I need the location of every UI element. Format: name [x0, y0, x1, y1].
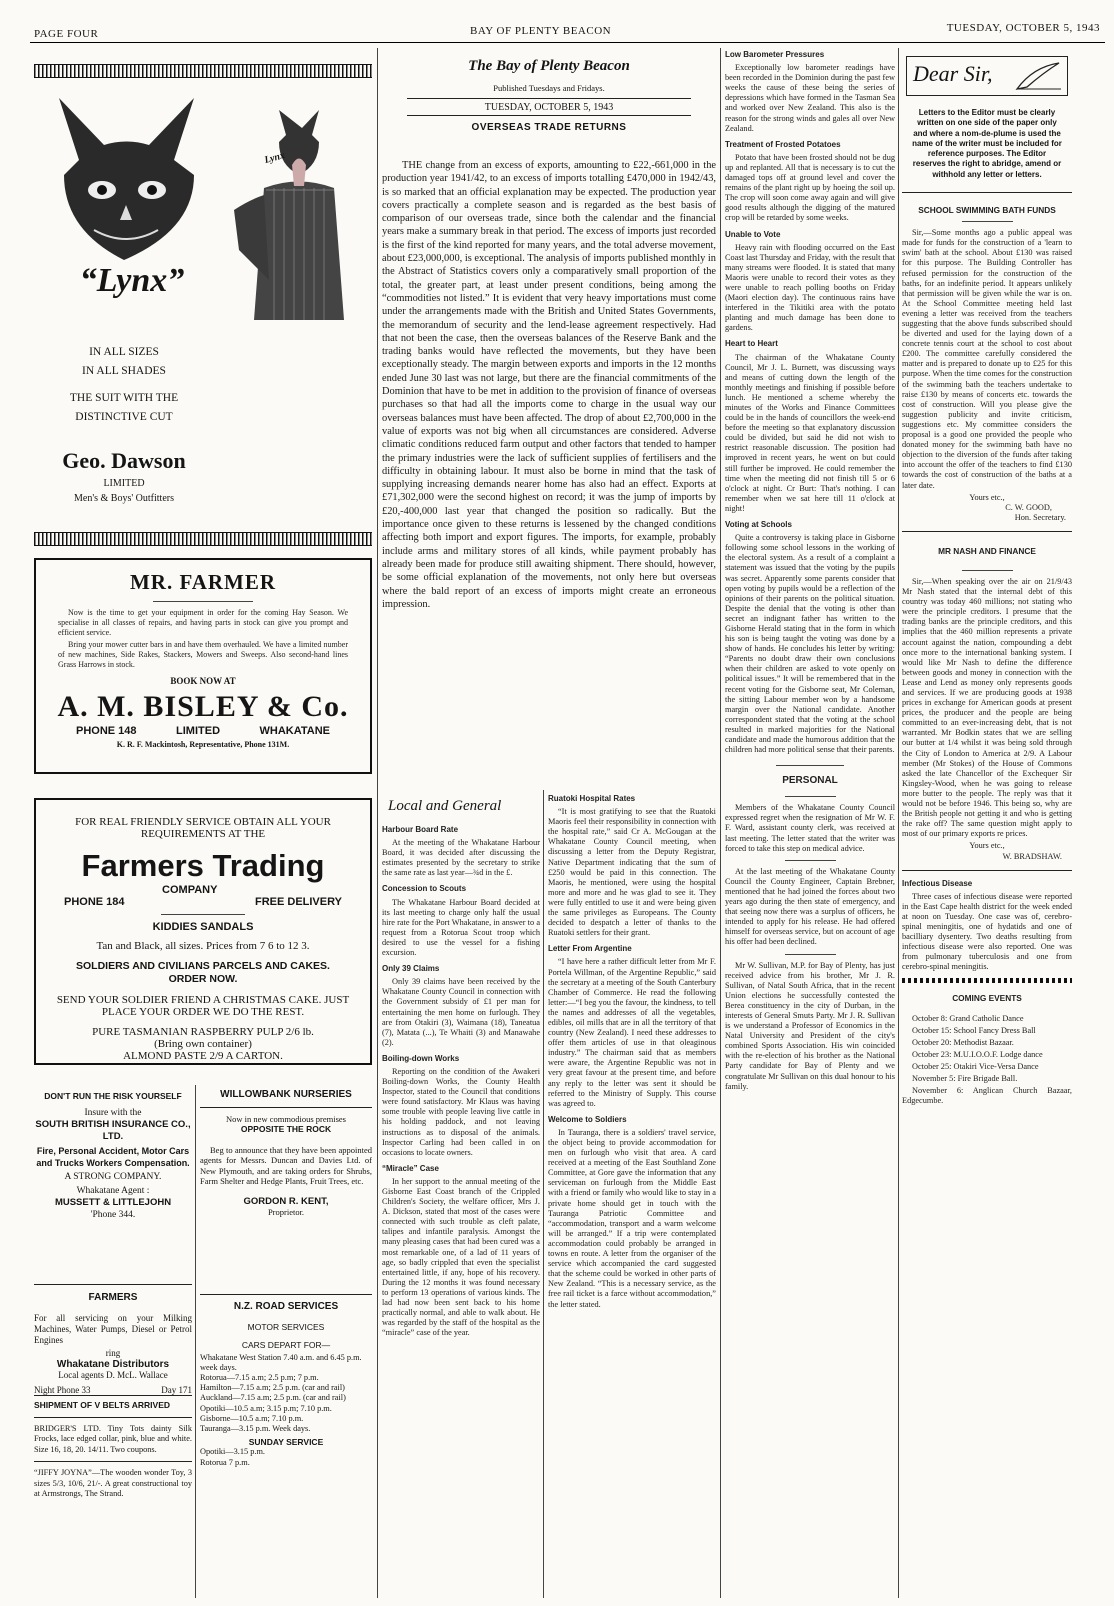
bisley-town: WHAKATANE [259, 725, 330, 737]
rs-title: N.Z. ROAD SERVICES [233, 1302, 339, 1312]
road-services-ad [200, 1302, 372, 1592]
nash-sign-1: Yours etc., [969, 841, 1005, 851]
miracle-text: In her support to the annual meeting of the Gisborne East Coast branch of the Crippled Children's Society, the welfare officer, Mrs J. A. Dickson, stated that most of the cases were connected with such trouble as cleft palate, talipes and infantile paralysis. Amongst the many pleasing cases that had been cured was a most remarkable one, of a lad of 11 years of age, so badly crippled that even the specialist entertained little, if any, hope of his recovery. During the 12 months it was found necessary to perform 13 operations of various kinds. The lad had now been sent back to his home practically normal, and able to walk about. He was regarded by the staff of the hospital as the “miracle” case of the year. [382, 1176, 540, 1338]
boiling-text: Reporting on the condition of the Awakeri Boiling-down Works, the County Health Inspector, stated to the Council that conditions were found satisfactory. Mr Klaus was having some trouble with people leaving live cattle in his holding paddock, and not leaving instructions as to disposal of the animals. Inspector Carling had been called in on occasions to locate owners. [382, 1066, 540, 1157]
editorial-date: TUESDAY, OCTOBER 5, 1943 [484, 102, 614, 113]
rs-time: Whakatane West Station 7.40 a.m. and 6.45 p.m. week days. [200, 1352, 362, 1372]
wb-body: Beg to announce that they have been appointed agents for Messrs. Duncan and Davies Ltd. of New Plymouth, and are taking orders for Shrubs, Farm Shelter and Hedge Plants, Fruit Trees, etc. [200, 1144, 372, 1186]
scouts-heading: Concession to Scouts [382, 884, 467, 894]
cat-head-icon [59, 98, 194, 260]
ft-pulp: PURE TASMANIAN RASPBERRY PULP 2/6 lb. [92, 1026, 314, 1038]
bisley-rep: K. R. F. Mackintosh, Representative, Phone 131M. [116, 740, 290, 749]
letters-notice: Letters to the Editor must be clearly written on one side of the paper only and where a nom-de-plume is used the name of the writer must be included for reference purposes. The Editor reserves the right to abridge, amend or withhold any letter or letters. [912, 108, 1062, 179]
bisley-book: BOOK NOW AT [170, 676, 236, 686]
argentine-text: “I have here a rather difficult letter from Mr F. Portela Willman, of the Argentine Republic,” said the secretary at a meeting of the South Canterbury Chamber of Commerce. He read the following letter:—“I beg you the favour, the kindness, to tell the names and addresses of all the vegetables, edibles, oil mills that are in all the territory of that country (New Zealand). I need these addresses to offer them articles of use in that oleaginous industry.” The chairman said that as members were aware, the Argentine Republic was not in very great favour at the present time, and before any reply to the letter was sent it should be referred to the Ministry of Supply. This course was agreed to. [548, 957, 716, 1108]
claims-text: Only 39 claims have been received by the Whakatane County Council in connection with the Government subsidy of £1 per man for entertaining the men home on furlough. They are from Otakiri (3), Waimana (18), Taneatua (7), Matata (...), Te Whaiti (3) and Manawahe (2). [382, 977, 540, 1047]
ruatoki-heading: Ruatoki Hospital Rates [548, 794, 636, 803]
heart-heading: Heart to Heart [725, 339, 778, 349]
event-item: October 15: School Fancy Dress Ball [912, 1025, 1036, 1035]
personal-text-3: Mr W. Sullivan, M.P. for Bay of Plenty, has just received advice from his brother, Mr J. R. Sullivan, of Natal South Africa, that in the recent Union elections he successfully contested the Berea constituency in the city of Durban, in the interests of General Smuts Party. Mr J. R. Sullivan is we understand a Professor of Economics in the Natal University and President of the city's combined Sports Association. His win coincided with the re-election of his brother as the National Party candidate for Bay of Plenty and we congratulate Mr Sullivan on this dual honour to his family. [725, 960, 895, 1091]
lynx-line-3: THE SUIT WITH THE [69, 392, 179, 404]
rs-sunday-time: Rotorua 7 p.m. [200, 1457, 250, 1467]
swim-sign-2: C. W. GOOD, [1005, 502, 1052, 512]
fs-body: For all servicing on your Milking Machines, Water Pumps, Diesel or Petrol Engines [34, 1313, 192, 1345]
rs-time: Rotorua—7.15 a.m; 2.5 p.m; 7 p.m. [200, 1373, 319, 1383]
lynx-badge: Lynx [263, 149, 287, 166]
soldiers-text: In Tauranga, there is a soldiers' travel service, the object being to provide accommodation for men on furlough who visit that area. A card received at a meeting of the East Southland Zone Committee, at Gore gave the information that any serviceman on furlough from the Middle East with a friend or family who would like to stay in a private home should get in touch with the Tauranga Patriotic Committee and “accommodation, transport and a warm welcome will be arranged.” If a trip were contemplated accommodation could probably be arranged in towns en route. A letter from the organiser of the service which accompanied the card suggested that the scheme could be worked in other parts of New Zealand. “This is a necessary service, as the free rail ticket is a farce without accommodation,” the letter stated. [548, 1127, 716, 1309]
bisley-contact [36, 725, 370, 737]
personal-text-1: Members of the Whakatane County Council expressed regret when the resignation of Mr W. F. F. Ward, assistant county clerk, was received at last meeting. The letter stated that the writer was forced to take this step on medical advice. [725, 803, 895, 853]
event-item: November 6: Anglican Church Bazaar, Edgecumbe. [902, 1086, 1072, 1106]
rs-time: Auckland—7.15 a.m; 2.5 p.m. (car and rail) [200, 1393, 346, 1403]
shipment-ad [34, 1400, 192, 1580]
column-4 [548, 792, 716, 1600]
event-item: October 25: Otakiri Vice-Versa Dance [912, 1061, 1039, 1071]
dawson-limited: LIMITED [103, 478, 145, 489]
vote-text: Heavy rain with flooding occurred on the East Coast last Thursday and Friday, with the result that many streams were flooded. It is stated that many Maoris were unable to record their votes as they were unable to reach polling booths on Friday (Maori election day). The continuous rains have interfered in the Tikitiki area with the potato planting and much damage has been done to gardens. [725, 242, 895, 333]
issue-date: TUESDAY, OCTOBER 5, 1943 [946, 22, 1100, 34]
ad-border-bottom [34, 532, 372, 546]
event-item: October 20: Methodist Bazaar. [912, 1037, 1014, 1047]
ft-contact-row [36, 884, 370, 908]
south-british-ad [34, 1090, 192, 1260]
potatoes-text: Potato that have been frosted should not be dug up and replanted. All that is necessary is to cut the damaged tops off at ground level and cover the remains of the plant right up by hoeing the soil up. The crop will soon come away again and will give good results although the digging of the matured crop will be retarded by some weeks. [725, 152, 895, 223]
bisley-body [36, 608, 370, 670]
sb-agent: MUSSETT & LITTLEJOHN [54, 1197, 172, 1208]
ft-xmas: SEND YOUR SOLDIER FRIEND A CHRISTMAS CAKE. JUST PLACE YOUR ORDER WE DO THE REST. [56, 994, 350, 1018]
personal-heading: PERSONAL [782, 775, 838, 787]
rs-time: Gisborne—10.5 a.m; 7.10 p.m. [200, 1413, 304, 1423]
ft-phone: PHONE 184 [64, 896, 125, 908]
farmers-trading-ad [34, 798, 372, 1065]
wb-signed: GORDON R. KENT, [243, 1195, 329, 1207]
sb-insure: Insure with the [84, 1108, 142, 1118]
soldiers-heading: Welcome to Soldiers [548, 1114, 627, 1124]
rs-sunday-time: Opotiki—3.15 p.m. [200, 1447, 265, 1457]
sb-name: SOUTH BRITISH INSURANCE CO., LTD. [35, 1119, 191, 1142]
heart-text: The chairman of the Whakatane County Council, Mr J. L. Burnett, was discussing ways and means of cutting down the length of the monthly meetings and finishing if possible before lunch. He mentioned a scheme whereby the minutes of the Works and Finance Committees could be in the hands of councillors the week-end before the meeting so that explanatory discussion could be divided, but said he did not wish to restrict reasonable discussion. The position had improved in recent years, he went on but could still further be improved. He could remember the time when the meeting did not finish till 5 or 6 o'clock at night. Cr Burt: That's nothing. I can remember when we sat here till 11 o'clock at night! [725, 352, 895, 513]
nameplate: The Bay of Plenty Beacon [468, 58, 630, 74]
bridgers-ad: BRIDGER'S LTD. Tiny Tots dainty Silk Frocks, lace edged collar, pink, blue and white. Size 16, 18, 20. 14/11. Two coupons. [34, 1423, 192, 1454]
rs-time: Hamilton—7.15 a.m; 2.5 p.m. (car and rail) [200, 1383, 345, 1393]
paper-name: BAY OF PLENTY BEACON [470, 25, 612, 37]
wb-title: WILLOWBANK NURSERIES [220, 1090, 352, 1100]
ft-container: (Bring own container) [154, 1038, 252, 1050]
sb-agent-label: Whakatane Agent : [76, 1186, 150, 1196]
ft-company: COMPANY [162, 884, 218, 896]
bisley-company: A. M. BISLEY & Co. [57, 690, 349, 723]
ft-intro: FOR REAL FRIENDLY SERVICE OBTAIN ALL YOUR REQUIREMENTS AT THE [75, 816, 331, 840]
ft-paste: ALMOND PASTE 2/9 A CARTON. [123, 1050, 283, 1062]
lynx-line-4: DISTINCTIVE CUT [75, 411, 173, 423]
ft-parcels: SOLDIERS AND CIVILIANS PARCELS AND CAKES. ORDER NOW. [76, 960, 330, 985]
fs-name: Whakatane Distributors [56, 1359, 170, 1370]
rs-time: Opotiki—10.5 a.m; 3.15 p.m; 7.10 p.m. [200, 1403, 332, 1413]
joyna-ad: “JIFFY JOYNA”—The wooden wonder Toy, 3 sizes 5/3, 10/6, 21/-. A great constructional toy at Armstrongs, The Strand. [34, 1468, 192, 1498]
fs-night: Night Phone 33 [34, 1385, 91, 1395]
harbour-text: At the meeting of the Whakatane Harbour Board, it was decided after discussing the estimates presented by the secretary to strike the same rate as last year—¾d in the £. [382, 838, 540, 878]
scouts-text: The Whakatane Harbour Board decided at its last meeting to charge only half the usual hire rate for the Port Whakatane, in answer to a request from a Rotorua Scout troop which desired to use the vessel for a fishing excursion. [382, 897, 540, 958]
miracle-heading: “Miracle” Case [382, 1163, 439, 1173]
wb-opposite: OPPOSITE THE ROCK [240, 1124, 332, 1134]
bisley-headline: MR. FARMER [129, 570, 277, 594]
page-number: PAGE FOUR [34, 28, 99, 40]
potatoes-heading: Treatment of Frosted Potatoes [725, 139, 841, 149]
dawson-trade: Men's & Boys' Outfitters [74, 493, 174, 504]
dear-sir-banner [906, 56, 1068, 96]
argentine-heading: Letter From Argentine [548, 944, 632, 954]
lynx-copy [34, 343, 214, 427]
bisley-limited: LIMITED [176, 725, 221, 737]
fs-title: FARMERS [88, 1292, 138, 1303]
dear-sir-text: Dear Sir, [913, 61, 993, 86]
infect-text: Three cases of infectious disease were reported in the East Cape health district for the week ended at noon on Tuesday. One case was of, cerebro-spinal meningitis, one of hydatids and one of bacilliary dysentery. Two deaths resulting from infectious disease were also reported. One was from pulmonary tuberculosis and one from cerebro-spinal meningitis. [902, 891, 1072, 972]
bisley-body-2: Bring your mower cutter bars in and have them overhauled. We have a limited number of new machines, Side Rakes, Stackers, Mowers and Sweeps. Also second-hand lines Grass Harrows in stock. [58, 640, 348, 669]
ft-sandals: KIDDIES SANDALS [152, 921, 254, 933]
sb-lines: Fire, Personal Accident, Motor Cars and Trucks Workers Compensation. [36, 1146, 190, 1168]
personal-text-2: At the last meeting of the Whakatane County Council the County Engineer, Captain Brebner, mentioned that he had joined the forces about two years ago during the then state of emergency, and that seeing now there was a surplus of officers, he intended to apply for his release. He had offered himself for overseas service, but on account of age his offer had been declined. [725, 866, 895, 947]
published-line: Published Tuesdays and Fridays. [493, 83, 605, 93]
ft-delivery: FREE DELIVERY [254, 896, 342, 908]
column-6 [902, 50, 1072, 1600]
bisley-phone: PHONE 148 [76, 725, 137, 737]
rs-sunday: SUNDAY SERVICE [248, 1437, 324, 1448]
swim-sign-1: Yours etc., [969, 492, 1005, 502]
vote-heading: Unable to Vote [725, 229, 781, 239]
sb-strong: A STRONG COMPANY. [64, 1172, 162, 1182]
event-item: October 23: M.U.I.O.O.F. Lodge dance [912, 1049, 1043, 1059]
lynx-ad [34, 80, 372, 325]
infect-heading: Infectious Disease [902, 878, 973, 888]
schools-text: Quite a controversy is taking place in Gisborne following some school lessons in the working of the electoral system. As a result of a complaint a statement was issued that the voting by the pupils was secret. Apparently some parents consider that open voting by pupils would be a reflection of the opinions of their parents on the political situation. Despite the denial that the voting is other than secret an indignant father has written to the Gisborne Herald stating that in the form in which his son is being taught the voting was done by a show of hands. He concludes his letter by writing: “Parents no doubt draw their own conclusions when their children are asked to vote openly on political issues.” It will be remembered that in the recent voting for the Gisborne seat, Mr Coleman, the sitting Labour member won by a handsome margin over the National candidate. Another correspondent stated that the voting at the school resulted in marked majorities for the National candidate and made the humorous addition that the children had more political sense that their parents. [725, 533, 895, 755]
local-general [382, 792, 540, 1600]
nash-sign-2: W. BRADSHAW. [1002, 851, 1062, 861]
quill-icon [1013, 59, 1063, 95]
editorial-title: OVERSEAS TRADE RETURNS [471, 122, 627, 133]
local-title: Local and General [388, 798, 502, 814]
claims-heading: Only 39 Claims [382, 964, 440, 974]
event-item: November 5: Fire Brigade Ball. [912, 1074, 1018, 1084]
editorial-body [382, 159, 716, 611]
shipment-title: SHIPMENT OF V BELTS ARRIVED [34, 1400, 171, 1410]
swim-heading: SCHOOL SWIMMING BATH FUNDS [918, 205, 1056, 216]
rs-time: Tauranga—3.15 p.m. Week days. [200, 1424, 311, 1434]
nash-text: Sir,—When speaking over the air on 21/9/43 Mr Nash stated that the internal debt of this country was today 460 millions; not stating who were the principle creditors. I presume that the trading banks are the principle creditors, and this implies that the 460 million represents a private account against the nation, compounding a debt once more to the international banking system. I would like Mr Nash to define the difference between goods and money in connection with the Lease and Lend as money only represents goods and services. If we are producing goods at 1938 prices in exchange for American goods at present prices, the producer and the people are being committed to an ever-increasing debt, that is not warranted. Mr Bodkin states that we are selling our butter at 1/4 whilst it was being sold through the City of London to America at 2/9. A Labour member (Mr Stokes) of the House of Commons asked the late Chancellor of the Exchequer Sir Kingsley-Wood, when he was going to release more butter to the people. The reply was that it would not be before 1946. This being so, why are the British people not getting it and who is getting the rake off? The same question might apply to most of our primary exports re prices. [902, 576, 1072, 839]
barometer-heading: Low Barometer Pressures [725, 50, 825, 59]
rs-motor: MOTOR SERVICES [247, 1322, 325, 1333]
sb-risk: DON'T RUN THE RISK YOURSELF [44, 1091, 182, 1101]
lynx-wordmark: “Lynx” [79, 262, 185, 299]
swim-sign-3: Hon. Secretary. [1014, 512, 1066, 522]
barometer-text: Exceptionally low barometer readings have been recorded in the Dominion during the past few weeks the cause of these being the series of depressions which have formed in the Tasman Sea and worked over New Zealand. This also is the reason for the strong winds and gales all over New Zealand. [725, 63, 895, 133]
swim-text: Sir,—Some months ago a public appeal was made for funds for the construction of a 'learn to swim' bath at the school. About £130 was raised for this purpose. The Building Controller has refused permission for the construction of the baths, for an indefinite period. It appears unlikely that permission will be given while the war is on. At the School Committee meeting held last evening a letter was received from the teachers suggesting that the above funds subscribed should be diverted and used for the laying down of a concrete tennis court at the school to cost about £200. The committee carefully considered the matter and is prepared to donate up to £25 for this purpose. When the time comes for the construction of the swimming bath the teachers undertake to raise £130 by means of concerts etc. towards the cost of construction. Will you please give the suggestion publicity and invite criticism, suggestions etc. My committee considers the proposal is a good one provided the people who donated money for the swimming bath have no objection to the diversion of the funds after taking into account the offer of the teachers to find £130 towards the cost of construction of the baths at a later date. [902, 228, 1072, 490]
bisley-ad [34, 558, 372, 774]
ft-sandals-line: Tan and Black, all sizes. Prices from 7 6 to 12 3. [96, 940, 310, 952]
harbour-heading: Harbour Board Rate [382, 825, 459, 834]
schools-heading: Voting at Schools [725, 520, 792, 530]
sb-phone: 'Phone 344. [90, 1210, 136, 1220]
editorial [382, 48, 716, 790]
fs-agents: Local agents D. McL. Wallace [58, 1370, 168, 1380]
wb-premises: Now in new commodious premises [226, 1113, 346, 1124]
boiling-heading: Boiling-down Works [382, 1053, 460, 1063]
event-item: October 8: Grand Catholic Dance [912, 1013, 1024, 1023]
ad-border-top [34, 64, 372, 78]
ornament-divider [902, 978, 1072, 983]
bisley-body-1: Now is the time to get your equipment in order for the coming Hay Season. We specialise in all classes of repairs, and having parts in stock can give you prompt and efficient service. [58, 608, 348, 637]
lynx-line-2: IN ALL SHADES [82, 365, 166, 377]
fs-ring: ring [105, 1348, 121, 1358]
rs-depart: CARS DEPART FOR— [241, 1340, 331, 1351]
wb-role: Proprietor. [267, 1207, 305, 1217]
ruatoki-text: “It is most gratifying to see that the Ruatoki Maoris feel their responsibility in connection with the hospital rate,” said Cr A. McGougan at the Whakatane County Council meeting, when discussing a letter from the Deputy Registrar, Native Department indicating that the sum of £250 would be paid in this connection. The Maoris, he mentioned, were using the hospital more and more and he was glad to see it. They were fully entitled to use it and were being given the same privileges as Europeans. The County decided to despatch a letter of thanks to the Ruatoki settlers for their grant. [548, 807, 716, 938]
nash-heading: MR NASH AND FINANCE [938, 545, 1036, 556]
lynx-line-1: IN ALL SIZES [89, 346, 159, 358]
column-5 [725, 50, 895, 1600]
willowbank-ad [200, 1090, 372, 1270]
events-heading: COMING EVENTS [952, 993, 1022, 1004]
fs-day: Day 171 [161, 1385, 192, 1395]
farmers-service-ad [34, 1292, 192, 1397]
dawson-block [34, 448, 214, 504]
dawson-name: Geo. Dawson [62, 448, 186, 473]
editorial-para: THE change from an excess of exports, amounting to £22,-661,000 in the production year 1941/42, to an excess of imports totalling £470,000 in 1942/43, is so marked that an official explanation may be expected. The production year covers practically a complete season and is regarded as the best basis of comparison of our overseas trade, since both the calendar and the financial years make a summary break in that period. The excess of imports just recorded is the first of the kind reported for many years, and the total adverse movement, about £23,000,000, is exceptional. The analysis of imports published monthly in the Abstract of Statistics covers only a comparatively small proportion of the total, the greater part, at least under present conditions, being among the “commodities not listed.” It is evident that very heavy importations must come under the arrangements made with the British and United States Governments, the memorandum of security and the lend-lease agreement respectively. Had that not been the case, then the overseas balances of the Reserve Bank and the trading banks would have reflected the movements, but they have been exceptionally steady. The margin between exports and imports in the 12 months ended June 30 last was not large, but there are the financial commitments of the Dominion that have to be met in addition to the provision of finance of overseas purchases so that had all the imports come to charge in the usual way our overseas balances must have been affected. The drop of about £2,700,000 in the value of exports was not big when all circumstances are considered. Adverse climatic conditions reduced farm output and other factors that tended to hamper the primary industries were the lack of sufficient supplies of fertilisers and the difficulty in obtaining labour. It must also be borne in mind that the task of supplying increasing demands nearer home has also had an effect. Exports at £71,302,000 were the second highest on record; it was the jump of imports by £20,-400,000 last year that changed the position so radically. But the importance once given to these returns is lessened by the changed conditions affecting both import and export figures. The imports, for example, probably include arms and military stores of all kinds, while payment probably has already been made for produce still awaiting shipment. There should, however, be some official explanation of the movements, not only here but overseas where the bald report of an excess of imports might create an erroneous impression. [382, 160, 716, 610]
ft-name: Farmers Trading [81, 848, 325, 883]
